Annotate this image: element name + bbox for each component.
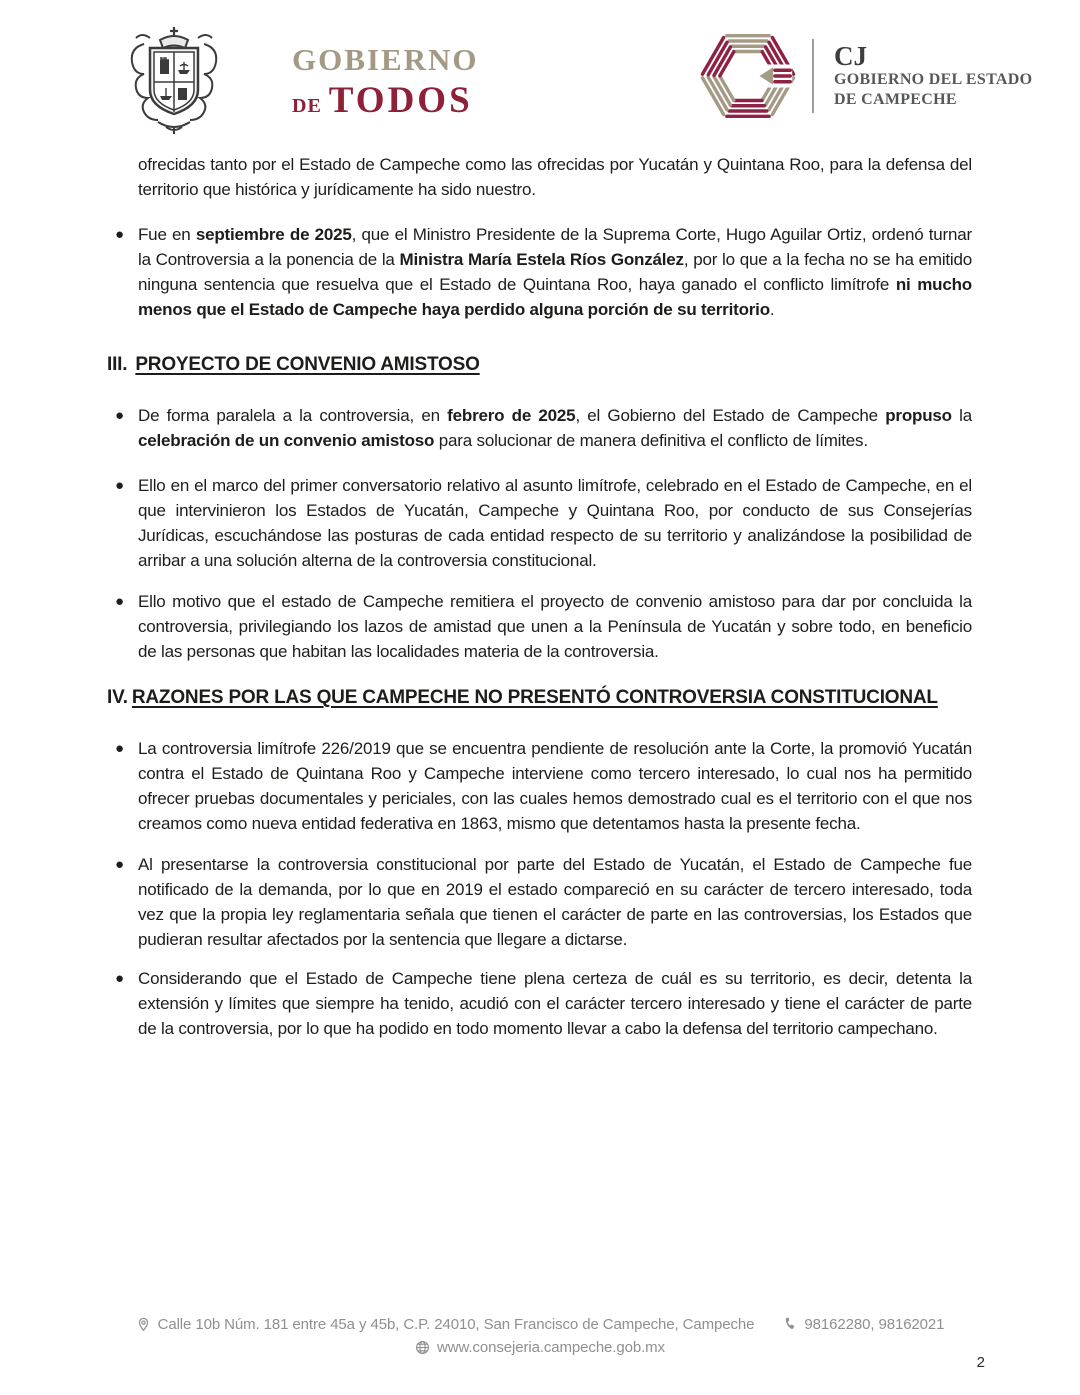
cj-initials: CJ [834, 41, 867, 71]
bullet-text: La controversia limítrofe 226/2019 que se encuentra pendiente de resolución ante la Corte, la promovió Yucatán contra el Estado de Quintana Roo y Campeche interviene como tercero interesado, lo cual nos ha permitido ofrecer pruebas documentales y periciales, con las cuales hemos demostrado cual es el territorio con el que nos creamos como nueva entidad federativa en 1863, mismo que detentamos hasta la presente fecha. [138, 739, 972, 833]
bullet-item [115, 852, 972, 952]
footer-website: www.consejeria.campeche.gob.mx [437, 1339, 665, 1356]
bullet-item [115, 736, 972, 836]
section-number: III. [107, 354, 128, 375]
logo-divider [812, 39, 814, 113]
bullet-text: Fue en septiembre de 2025, que el Ministro Presidente de la Suprema Corte, Hugo Aguilar Ortiz, ordenó turnar la Controversia a la ponencia de la Ministra María Estela Ríos González, por lo que a la fecha no se ha emitido ninguna sentencia que resuelva que el Estado de Quintana Roo, haya ganado el conflicto limítrofe ni mucho menos que el Estado de Campeche haya perdido alguna porción de su territorio. [138, 225, 973, 319]
bullet-text: De forma paralela a la controversia, en febrero de 2025, el Gobierno del Estado de Campeche propuso la celebración de un convenio amistoso para solucionar de manera definitiva el conflicto de límites. [138, 406, 972, 450]
bullet-icon: ● [115, 970, 125, 987]
document-footer [0, 1313, 1080, 1359]
bullet-icon: ● [115, 740, 125, 757]
globe-icon [415, 1340, 430, 1355]
footer-address: Calle 10b Núm. 181 entre 45a y 45b, C.P. 24010, San Francisco de Campeche, Campeche [157, 1316, 755, 1333]
campeche-coat-of-arms-icon [114, 24, 234, 136]
section-number: IV. [107, 687, 128, 708]
bullet-icon: ● [115, 856, 125, 873]
bullet-item [115, 589, 972, 664]
bullet-text: Ello en el marco del primer conversatorio relativo al asunto limítrofe, celebrado en el Estado de Campeche, en el que intervinieron los Estados de Yucatán, Campeche y Quintana Roo, por conducto de sus Consejerías Jurídicas, escuchándose las posturas de cada entidad respecto de su territorio y analizándose la posibilidad de arribar a una solución alterna de la controversia constitucional. [138, 476, 972, 570]
bullet-item [115, 222, 972, 322]
cj-logo [700, 28, 1032, 124]
bullet-text: Ello motivo que el estado de Campeche remitiera el proyecto de convenio amistoso para dar por concluida la controversia, privilegiando los lazos de amistad que unen a la Península de Yucatán y sobre todo, en beneficio de las personas que habitan las localidades materia de la controversia. [138, 592, 972, 661]
bullet-icon: ● [115, 226, 125, 243]
todos-wordmark: TODOS [328, 80, 473, 121]
de-wordmark: DE [292, 95, 322, 117]
bullet-text: Considerando que el Estado de Campeche tiene plena certeza de cuál es su territorio, es decir, detenta la extensión y límites que siempre ha tenido, acudió con el carácter tercero interesado y tiene el carácter de parte de la controversia, por lo que ha podido en todo momento llevar a cabo la defensa del territorio campechano. [138, 969, 972, 1038]
continuation-paragraph: ofrecidas tanto por el Estado de Campeche como las ofrecidas por Yucatán y Quintana Roo, para la defensa del territorio que histórica y jurídicamente ha sido nuestro. [138, 155, 972, 199]
document-body [0, 140, 1080, 1041]
section-title: PROYECTO DE CONVENIO AMISTOSO [135, 354, 480, 375]
cj-line1: GOBIERNO DEL ESTADO [834, 71, 1033, 88]
bullet-icon: ● [115, 593, 125, 610]
section-title: RAZONES POR LAS QUE CAMPECHE NO PRESENTÓ CONTROVERSIA CONSTITUCIONAL [131, 687, 938, 708]
cj-hexagon-icon [700, 28, 796, 124]
page-number: 2 [976, 1354, 985, 1371]
bullet-icon: ● [115, 477, 125, 494]
bullet-icon: ● [115, 407, 125, 424]
bullet-item [115, 966, 972, 1041]
footer-phones: 98162280, 98162021 [804, 1316, 945, 1333]
gobierno-wordmark: GOBIERNO [292, 42, 479, 77]
phone-icon [782, 1317, 797, 1332]
gobierno-de-todos-logo [292, 42, 479, 122]
location-icon [136, 1317, 151, 1332]
bullet-item [115, 403, 972, 453]
section-heading-iv [107, 687, 972, 709]
section-heading-iii [107, 354, 972, 376]
document-header [0, 0, 1080, 140]
bullet-item [115, 473, 972, 573]
cj-line2: DE CAMPECHE [834, 91, 957, 108]
bullet-text: Al presentarse la controversia constitucional por parte del Estado de Yucatán, el Estado de Campeche fue notificado de la demanda, por lo que en 2019 el estado compareció en su carácter de tercero interesado, toda vez que la propia ley reglamentaria señala que tienen el carácter de parte en las controversias, los Estados que pudieran resultar afectados por la sentencia que llegare a dictarse. [138, 855, 972, 949]
